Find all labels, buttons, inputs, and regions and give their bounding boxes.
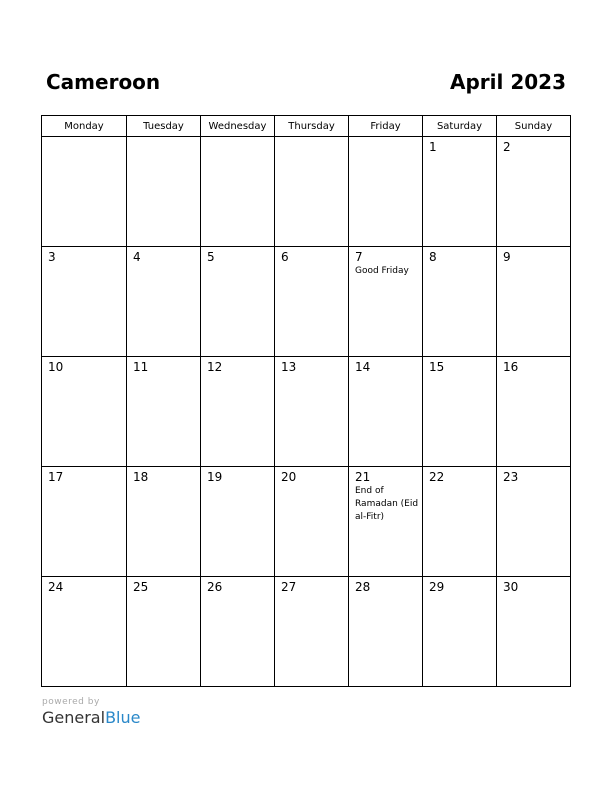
week-row (42, 137, 571, 247)
day-number: 4 (133, 250, 141, 264)
day-number: 10 (48, 360, 64, 374)
day-cell (497, 247, 571, 357)
day-cell (423, 357, 497, 467)
day-cell (201, 467, 275, 577)
day-cell (349, 577, 423, 687)
holiday-label: Good Friday (355, 266, 409, 276)
day-cell (42, 357, 127, 467)
week-row (42, 467, 571, 577)
day-number: 22 (429, 470, 445, 484)
day-cell (349, 137, 423, 247)
calendar-header (46, 70, 566, 100)
day-cell (42, 247, 127, 357)
day-cell (497, 137, 571, 247)
day-cell (42, 467, 127, 577)
day-cell (423, 137, 497, 247)
day-number: 6 (281, 250, 289, 264)
day-number: 23 (503, 470, 519, 484)
day-cell (275, 577, 349, 687)
day-number: 27 (281, 580, 297, 594)
day-number: 19 (207, 470, 223, 484)
day-cell (42, 137, 127, 247)
calendar-grid (41, 115, 571, 687)
day-number: 25 (133, 580, 149, 594)
day-number: 17 (48, 470, 64, 484)
weekday-monday: Monday (42, 116, 127, 137)
day-number: 29 (429, 580, 445, 594)
week-row (42, 577, 571, 687)
day-cell (275, 467, 349, 577)
day-number: 15 (429, 360, 445, 374)
day-cell (349, 467, 423, 577)
weekday-sunday: Sunday (497, 116, 571, 137)
day-number: 18 (133, 470, 149, 484)
day-cell (497, 577, 571, 687)
day-number: 13 (281, 360, 297, 374)
day-number: 2 (503, 140, 511, 154)
day-cell (127, 467, 201, 577)
week-row (42, 247, 571, 357)
week-row (42, 357, 571, 467)
footer (42, 697, 140, 727)
weekday-header-row (42, 116, 571, 137)
weekday-friday: Friday (349, 116, 423, 137)
country-title: Cameroon (46, 70, 161, 94)
day-number: 5 (207, 250, 215, 264)
day-number: 26 (207, 580, 223, 594)
day-cell (127, 247, 201, 357)
day-number: 16 (503, 360, 519, 374)
day-number: 1 (429, 140, 437, 154)
weekday-saturday: Saturday (423, 116, 497, 137)
day-cell (423, 247, 497, 357)
powered-by-text: powered by (42, 697, 100, 707)
day-cell (423, 467, 497, 577)
day-cell (127, 357, 201, 467)
day-cell (201, 247, 275, 357)
day-cell (42, 577, 127, 687)
brand-blue: Blue (105, 708, 141, 727)
day-cell (349, 357, 423, 467)
day-cell (275, 137, 349, 247)
weekday-thursday: Thursday (275, 116, 349, 137)
day-number: 20 (281, 470, 297, 484)
day-cell (349, 247, 423, 357)
day-cell (201, 357, 275, 467)
holiday-label: End of Ramadan (Eid al-Fitr) (355, 486, 419, 522)
day-cell (201, 137, 275, 247)
day-number: 12 (207, 360, 223, 374)
day-cell (127, 137, 201, 247)
brand-general: General (42, 708, 106, 727)
weekday-wednesday: Wednesday (201, 116, 275, 137)
day-cell (497, 467, 571, 577)
day-number: 14 (355, 360, 371, 374)
day-number: 21 (355, 470, 371, 484)
day-number: 3 (48, 250, 56, 264)
day-number: 24 (48, 580, 64, 594)
day-cell (497, 357, 571, 467)
day-number: 7 (355, 250, 363, 264)
day-cell (275, 247, 349, 357)
day-cell (423, 577, 497, 687)
weekday-tuesday: Tuesday (127, 116, 201, 137)
day-number: 8 (429, 250, 437, 264)
day-number: 9 (503, 250, 511, 264)
day-cell (201, 577, 275, 687)
day-number: 30 (503, 580, 519, 594)
day-cell (275, 357, 349, 467)
month-title: April 2023 (450, 70, 566, 94)
day-number: 28 (355, 580, 371, 594)
day-number: 11 (133, 360, 149, 374)
day-cell (127, 577, 201, 687)
brand-logo (42, 708, 140, 727)
